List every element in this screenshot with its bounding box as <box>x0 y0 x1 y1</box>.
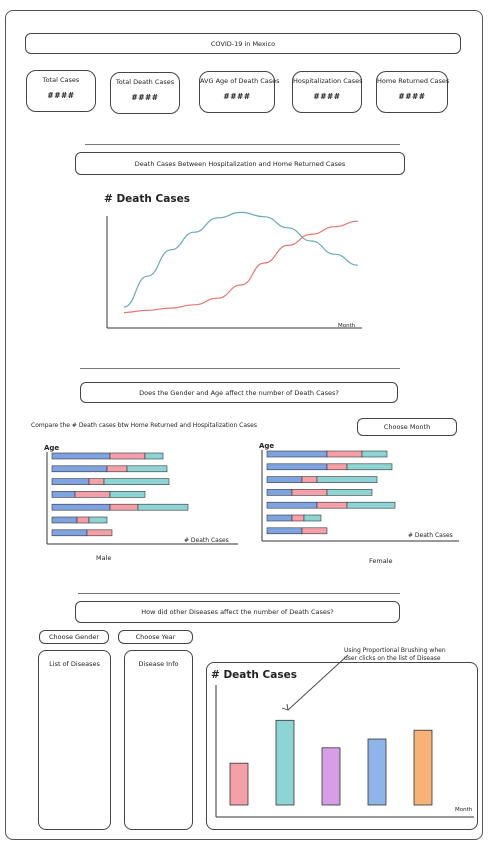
kpi-value: #### <box>47 91 75 100</box>
annotation-line1: Using Proportional Brushing when <box>344 647 446 654</box>
male-xaxis-label: # Death Cases <box>184 537 229 544</box>
bar-segment[interactable] <box>75 491 110 497</box>
bar-segment[interactable] <box>145 453 163 459</box>
bar-segment[interactable] <box>302 477 317 483</box>
bar-segment[interactable] <box>347 502 395 508</box>
bar-segment[interactable] <box>110 491 145 497</box>
bar-segment[interactable] <box>327 464 347 470</box>
bar-segment[interactable] <box>267 515 292 521</box>
female-xaxis-label: # Death Cases <box>408 532 453 539</box>
line-chart-title: # Death Cases <box>104 193 190 205</box>
choose-year-label: Choose Year <box>135 633 176 641</box>
disease-bar[interactable] <box>276 720 294 805</box>
section2-title <box>80 382 398 403</box>
bar-segment[interactable] <box>52 530 87 536</box>
bar-segment[interactable] <box>52 479 89 485</box>
bar-segment[interactable] <box>267 477 302 483</box>
bar-segment[interactable] <box>52 517 77 523</box>
annotation-arrowhead <box>282 704 288 710</box>
choose-month-label: Choose Month <box>383 423 431 431</box>
choose-gender-dropdown[interactable] <box>39 630 109 644</box>
section3-title-text: How did other Diseases affect the number of Death Cases? <box>141 608 334 616</box>
bar-segment[interactable] <box>292 489 327 495</box>
male-label: Male <box>96 554 112 562</box>
bar-segment[interactable] <box>52 466 107 472</box>
bar-segment[interactable] <box>347 464 392 470</box>
line-chart <box>100 188 370 338</box>
section1-title-text: Death Cases Between Hospitalization and Home Returned Cases <box>134 159 346 168</box>
kpi-hospitalization <box>292 71 362 113</box>
divider <box>85 144 400 145</box>
line-chart-xlabel: Month <box>338 323 356 329</box>
disease-list-title: List of Diseases <box>49 660 100 668</box>
bar-segment[interactable] <box>107 466 127 472</box>
kpi-label: Total Cases <box>42 76 80 84</box>
bar-segment[interactable] <box>327 451 362 457</box>
kpi-value: #### <box>313 92 341 101</box>
bar-segment[interactable] <box>317 477 377 483</box>
compare-text: Compare the # Death cases btw Home Returned and Hospitalization Cases <box>31 422 257 429</box>
kpi-label: Total Death Cases <box>115 78 175 86</box>
section1-title <box>75 152 405 175</box>
bar-segment[interactable] <box>87 530 112 536</box>
disease-info-title: Disease Info <box>138 660 179 668</box>
bar-segment[interactable] <box>267 489 292 495</box>
bar-segment[interactable] <box>127 466 167 472</box>
dashboard-title-text: COVID-19 in Mexico <box>210 39 276 48</box>
bar-segment[interactable] <box>89 517 107 523</box>
bar-segment[interactable] <box>267 502 317 508</box>
choose-year-dropdown[interactable] <box>118 630 193 644</box>
disease-list-panel[interactable] <box>38 650 111 830</box>
bar-segment[interactable] <box>77 517 89 523</box>
kpi-home-returned <box>376 71 448 113</box>
bar-segment[interactable] <box>138 504 188 510</box>
section3-title <box>75 601 400 623</box>
section2-title-text: Does the Gender and Age affect the number of Death Cases? <box>139 388 339 397</box>
kpi-total-cases <box>26 70 96 112</box>
bar-segment[interactable] <box>267 528 302 534</box>
disease-bar[interactable] <box>368 739 386 805</box>
bar-segment[interactable] <box>302 528 327 534</box>
bar-segment[interactable] <box>317 502 347 508</box>
female-age-label: Age <box>259 442 275 450</box>
annotation-arrow <box>288 655 348 710</box>
female-label: Female <box>369 557 393 565</box>
disease-bar[interactable] <box>230 763 248 805</box>
bar-segment[interactable] <box>304 515 321 521</box>
choose-gender-label: Choose Gender <box>48 633 100 641</box>
bar-segment[interactable] <box>292 515 304 521</box>
bar-chart-title: # Death Cases <box>211 669 297 681</box>
kpi-value: #### <box>223 92 251 101</box>
kpi-value: #### <box>131 93 159 102</box>
kpi-value: #### <box>398 92 426 101</box>
kpi-total-death-cases <box>110 72 180 114</box>
divider <box>78 593 400 594</box>
disease-bar[interactable] <box>322 748 340 805</box>
line-series-0 <box>124 212 358 307</box>
kpi-label: Hospitalization Cases <box>293 77 363 85</box>
bar-segment[interactable] <box>327 489 372 495</box>
choose-month-dropdown[interactable] <box>357 418 457 436</box>
disease-info-panel <box>124 650 193 830</box>
bar-segment[interactable] <box>104 479 169 485</box>
bar-segment[interactable] <box>110 504 138 510</box>
divider <box>80 368 400 369</box>
kpi-avg-age <box>199 71 280 113</box>
bar-segment[interactable] <box>52 453 110 459</box>
bar-segment[interactable] <box>362 451 387 457</box>
line-series-1 <box>124 221 358 312</box>
bar-segment[interactable] <box>52 504 110 510</box>
disease-bar-chart <box>206 640 478 830</box>
disease-bar[interactable] <box>414 730 432 805</box>
kpi-label: Home Returned Cases <box>377 77 450 85</box>
female-age-chart <box>257 438 462 544</box>
bar-segment[interactable] <box>267 451 327 457</box>
bar-segment[interactable] <box>267 464 327 470</box>
male-age-chart <box>42 440 242 550</box>
bar-segment[interactable] <box>89 479 104 485</box>
annotation-line2: user clicks on the list of Disease <box>344 655 441 662</box>
kpi-label: AVG Age of Death Cases <box>200 77 280 85</box>
bar-segment[interactable] <box>52 491 75 497</box>
male-age-label: Age <box>44 444 60 452</box>
dashboard-title <box>25 33 461 54</box>
bar-chart-xlabel: Month <box>455 807 473 813</box>
bar-segment[interactable] <box>110 453 145 459</box>
